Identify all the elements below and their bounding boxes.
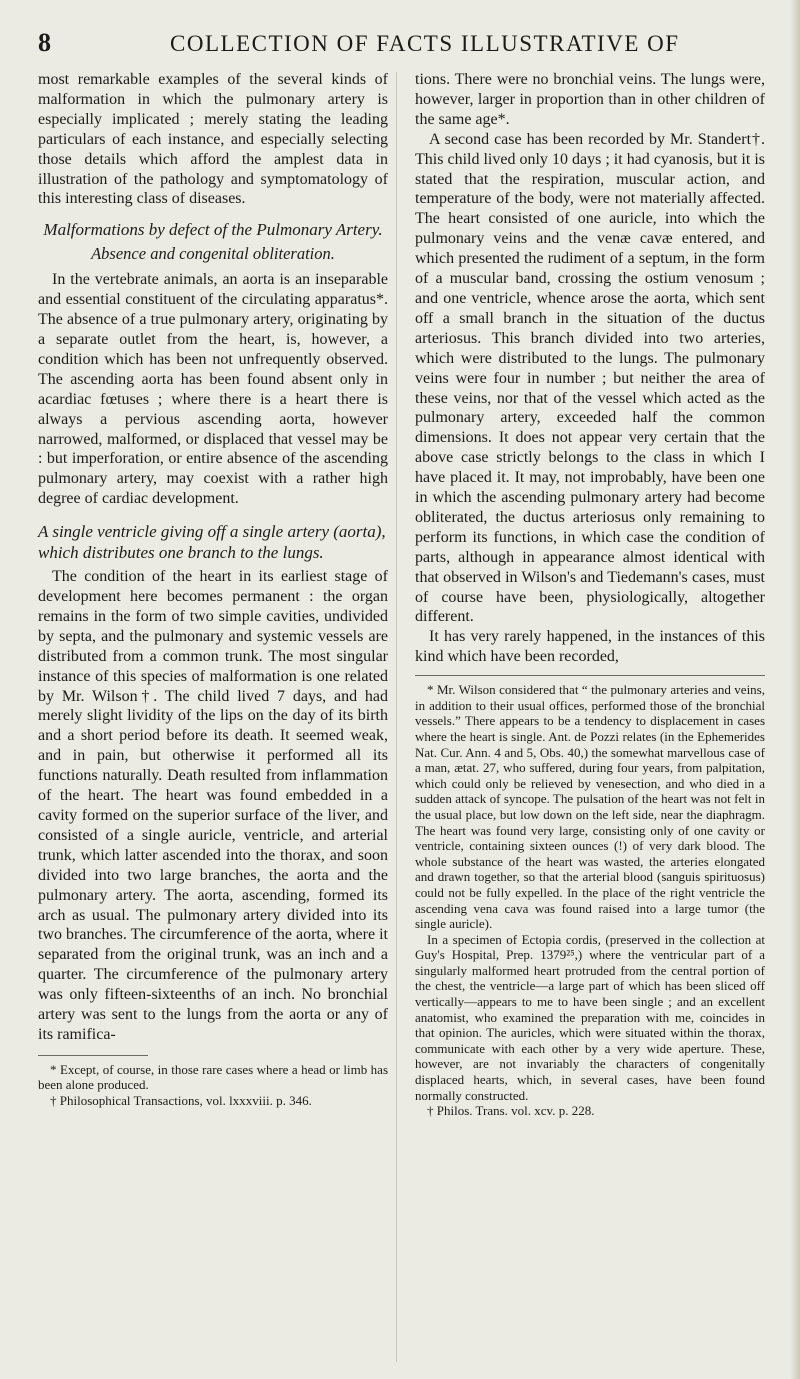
footnote: * Mr. Wilson considered that “ the pulmonary arteries and veins, in addition to their usual offices, performed those of the bronchial vessels.” There appears to be a tendency to displacement in cases where the heart is single. Ant. de Pozzi relates (in the Ephemerides Nat. Cur. Ann. 4 and 5, Obs. 40,) the somewhat marvellous case of a man, ætat. 27, who suffered, during four years, from palpitation, which could only be relieved by venesection, and who died in a sudden attack of syncope. The pulsation of the heart was not felt in the usual place, but low down on the left side, near the diaphragm. The heart was found very large, consisting only of one cavity or ventricle, containing sixteen ounces (!) of very dark blood. The whole substance of the heart was wasted, the arteries elongated and drawn together, so that the arterial blood (sanguis spirituosus) could not be fully expelled. In the place of the right ventricle the ascending vena cava was found raised into a large tumor (the single auricle).: [415, 682, 765, 932]
running-head: [0, 14, 800, 57]
footnotes: [38, 1062, 388, 1109]
footnote: † Philos. Trans. vol. xcv. p. 228.: [427, 1103, 595, 1119]
paragraph: The condition of the heart in its earliest stage of development here becomes permanent : the organ remains in the form of two simple cavities, undivided by septa, and the pulmonary and systemic vessels are distributed from a common trunk. The most singular instance of this species of malformation is one related by Mr. Wilson†. The child lived 7 days, and had merely slight lividity of the lips on the day of its birth and a short period before its death. It seemed weak, and in pain, but otherwise it performed all its functions naturally. Death resulted from inflammation of the heart. The heart was found embedded in a cavity formed on the superior surface of the liver, and consisted of a single auricle, ventricle, and arterial trunk, which latter ascended into the thorax, and soon divided into two large branches, the aorta and the pulmonary artery. The aorta, ascending, formed its arch as usual. The pulmonary artery divided into its two branches. The circumference of the aorta, where it separated from the original trunk, was an inch and a quarter. The circumference of the pulmonary artery was only fifteen-sixteenths of an inch. No bronchial artery was sent to the lungs from the aorta or any of its ramifica-: [38, 568, 388, 1043]
section-heading: Malformations by defect of the Pulmonary Artery.: [43, 220, 383, 240]
footnote: * Except, of course, in those rare cases where a head or limb has been alone produced.: [38, 1061, 388, 1093]
running-title: COLLECTION OF FACTS ILLUSTRATIVE OF: [170, 31, 680, 56]
footnotes: [415, 682, 765, 1119]
column-divider: [396, 72, 397, 1362]
paragraph: A second case has been recorded by Mr. Standert†. This child lived only 10 days ; it had cyanosis, but it is stated that the respiration, muscular action, and temperature of the body, were not materially affected. The heart consisted of one auricle, into which the pulmonary veins and the venæ cavæ entered, and which presented the rudiment of a septum, in the form of a muscular band, crossing the ostium venosum ; and one ventricle, whence arose the aorta, which sent off a small branch in the situation of the ductus arteriosus. This branch divided into two arteries, which were distributed to the lungs. The pulmonary veins were four in number ; but neither the area of these veins, nor that of the vessel which acted as the pulmonary artery, exceeded half the common dimensions. It does not appear very certain that the above case strictly belongs to the class in which I have placed it. It may, not improbably, have been one in which the ascending pulmonary artery had become obliterated, the ductus arteriosus only remaining to perform its functions, in which case the condition of parts, although in appearance almost identical with that observed in Wilson's and Tiedemann's cases, must of course have been, physiologically, altogether different.: [415, 130, 765, 626]
footnote: In a specimen of Ectopia cordis, (preserved in the collection at Guy's Hospital, Prep. 1379²⁵,) where the ventricular part of a singularly malformed heart protruded from the central portion of the chest, the ventricle—a large part of which has been sliced off vertically—appears to me to have been single ; and an excellent anatomist, who examined the preparation with me, coincides in that opinion. The auricles, which were situated within the thorax, communicate with each other by a very wide aperture. These, however, are not invariably the characters of congenitally displaced hearts, which, in several cases, have been found normally constructed.: [415, 931, 765, 1103]
paragraph: It has very rarely happened, in the instances of this kind which have been recorded,: [415, 628, 765, 666]
paragraph: most remarkable examples of the several kinds of malformation in which the pulmonary artery is especially implicated ; merely stating the leading particulars of each instance, and especially selecting those details which afford the amplest data in illustration of the pathology and symptomatology of this interesting class of diseases.: [38, 71, 388, 208]
right-column: [415, 70, 765, 1119]
section-heading: A single ventricle giving off a single artery (aorta), which distributes one branch to the lungs.: [38, 522, 386, 563]
footnote-rule: [38, 1055, 148, 1056]
paragraph: tions. There were no bronchial veins. The lungs were, however, larger in proportion than in other children of the same age*.: [415, 71, 765, 128]
footnote: † Philosophical Transactions, vol. lxxxviii. p. 346.: [50, 1093, 312, 1109]
page-number: 8: [38, 28, 52, 57]
left-column: [38, 70, 388, 1109]
paragraph: In the vertebrate animals, an aorta is an inseparable and essential constituent of the circulating apparatus*. The absence of a true pulmonary artery, originating by a separate outlet from the heart, is, however, a condition which has been not unfrequently observed. The ascending aorta has been found absent only in acardiac fœtuses ; where there is a heart there is always a pervious ascending aorta, however narrowed, malformed, or displaced that vessel may be : but imperforation, or entire absence of the ascending pulmonary artery, may coexist with a rather high degree of cardiac development.: [38, 271, 388, 508]
page-edge-shadow: [790, 0, 800, 1379]
subsection-heading: Absence and congenital obliteration.: [91, 244, 335, 264]
footnote-rule: [415, 675, 765, 676]
